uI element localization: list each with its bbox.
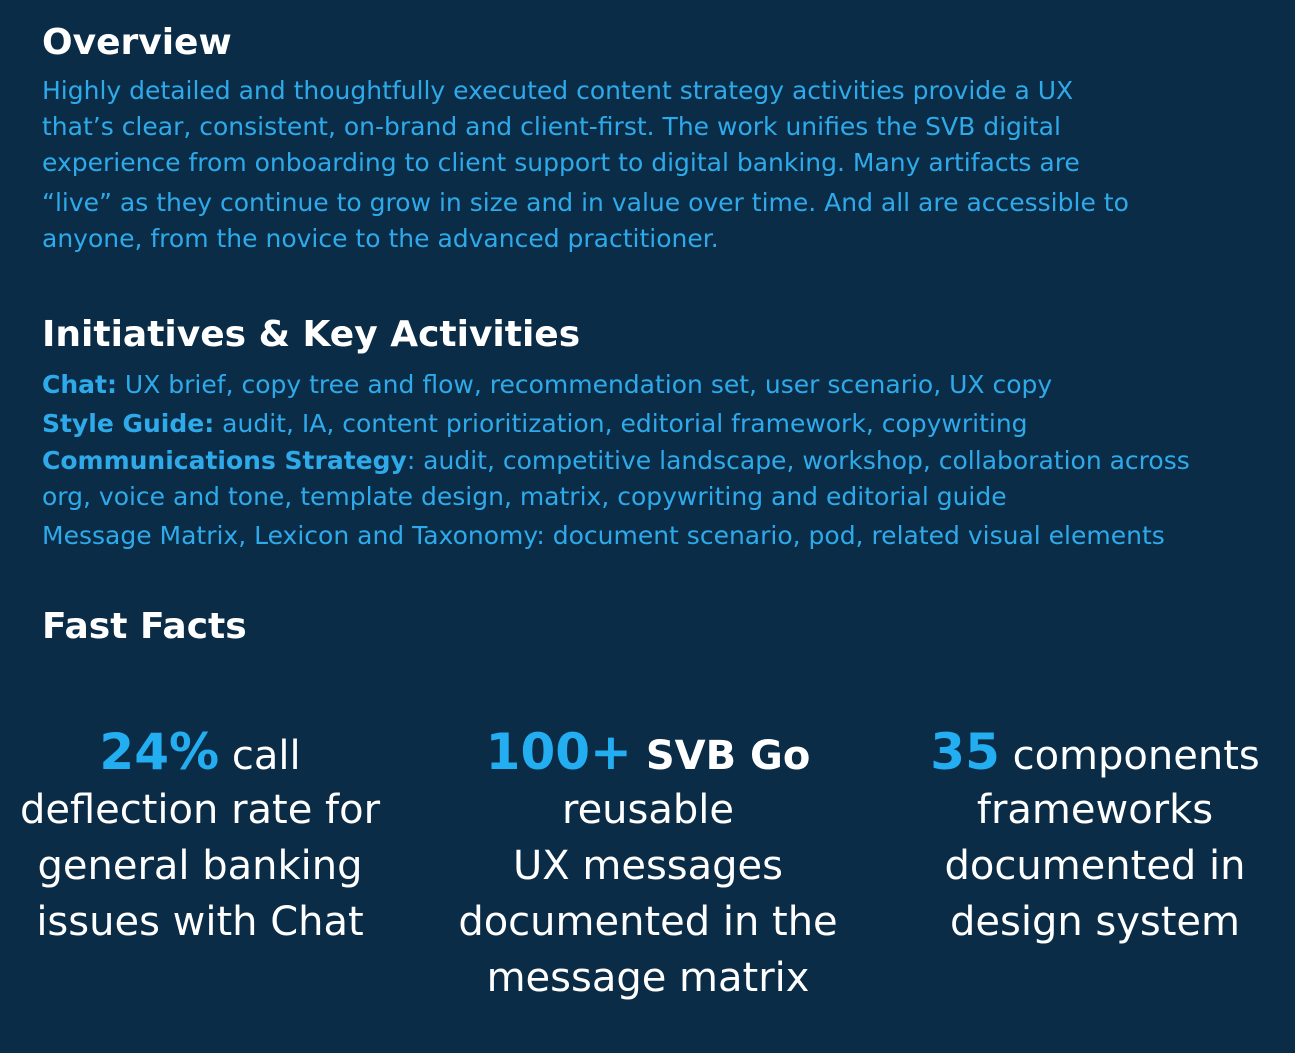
activity-chat-text: UX brief, copy tree and flow, recommendation set, user scenario, UX copy <box>116 370 1053 399</box>
activity-style-guide <box>42 409 1028 438</box>
fact-suffix: SVB Go <box>631 733 811 779</box>
fact-text-line: general banking <box>37 843 363 889</box>
fact-text-line: deflection rate for <box>19 787 381 833</box>
initiatives-heading: Initiatives & Key Activities <box>42 314 581 355</box>
fact-text-line: reusable <box>562 787 734 833</box>
activity-chat <box>42 370 1052 399</box>
fact-text-line: design system <box>949 899 1241 945</box>
activity-communications-label: Communications Strategy <box>42 446 407 475</box>
activity-message-matrix: Message Matrix, Lexicon and Taxonomy: document scenario, pod, related visual elements <box>42 521 1165 550</box>
overview-heading: Overview <box>42 22 232 63</box>
fact-text-line: UX messages <box>513 843 783 889</box>
fact-text-line: frameworks <box>976 787 1214 833</box>
fact-headline <box>895 722 1295 782</box>
fact-components <box>895 722 1295 950</box>
activity-style-guide-label: Style Guide: <box>42 409 215 438</box>
fact-text-line: message matrix <box>486 955 810 1001</box>
overview-line: “live” as they continue to grow in size and in value over time. And all are accessible to <box>42 188 1129 217</box>
fact-number: 35 <box>930 723 1000 781</box>
fact-suffix: components <box>999 733 1260 779</box>
fact-text-line: documented in <box>944 843 1246 889</box>
overview-line: Highly detailed and thoughtfully executed content strategy activities provide a UX <box>42 76 1074 105</box>
fact-number: 24% <box>99 723 220 781</box>
fact-ux-messages <box>448 722 848 1006</box>
fact-text-line: documented in the <box>458 899 838 945</box>
activity-communications-continued: org, voice and tone, template design, matrix, copywriting and editorial guide <box>42 482 1007 511</box>
overview-line: experience from onboarding to client support to digital banking. Many artifacts are <box>42 148 1080 177</box>
activity-chat-label: Chat: <box>42 370 117 399</box>
activity-communications-text: : audit, competitive landscape, workshop, collaboration across <box>406 446 1190 475</box>
overview-line: anyone, from the novice to the advanced practitioner. <box>42 224 719 253</box>
fact-call-deflection <box>0 722 400 950</box>
overview-line: that’s clear, consistent, on-brand and client-first. The work unifies the SVB digital <box>42 112 1061 141</box>
fact-headline <box>0 722 400 782</box>
fact-text-line: issues with Chat <box>36 899 364 945</box>
activity-style-guide-text: audit, IA, content prioritization, editorial framework, copywriting <box>214 409 1028 438</box>
fact-number: 100+ <box>485 723 632 781</box>
fact-suffix: call <box>219 733 301 779</box>
fast-facts-heading: Fast Facts <box>42 606 247 647</box>
activity-communications <box>42 446 1190 475</box>
fact-headline <box>448 722 848 782</box>
